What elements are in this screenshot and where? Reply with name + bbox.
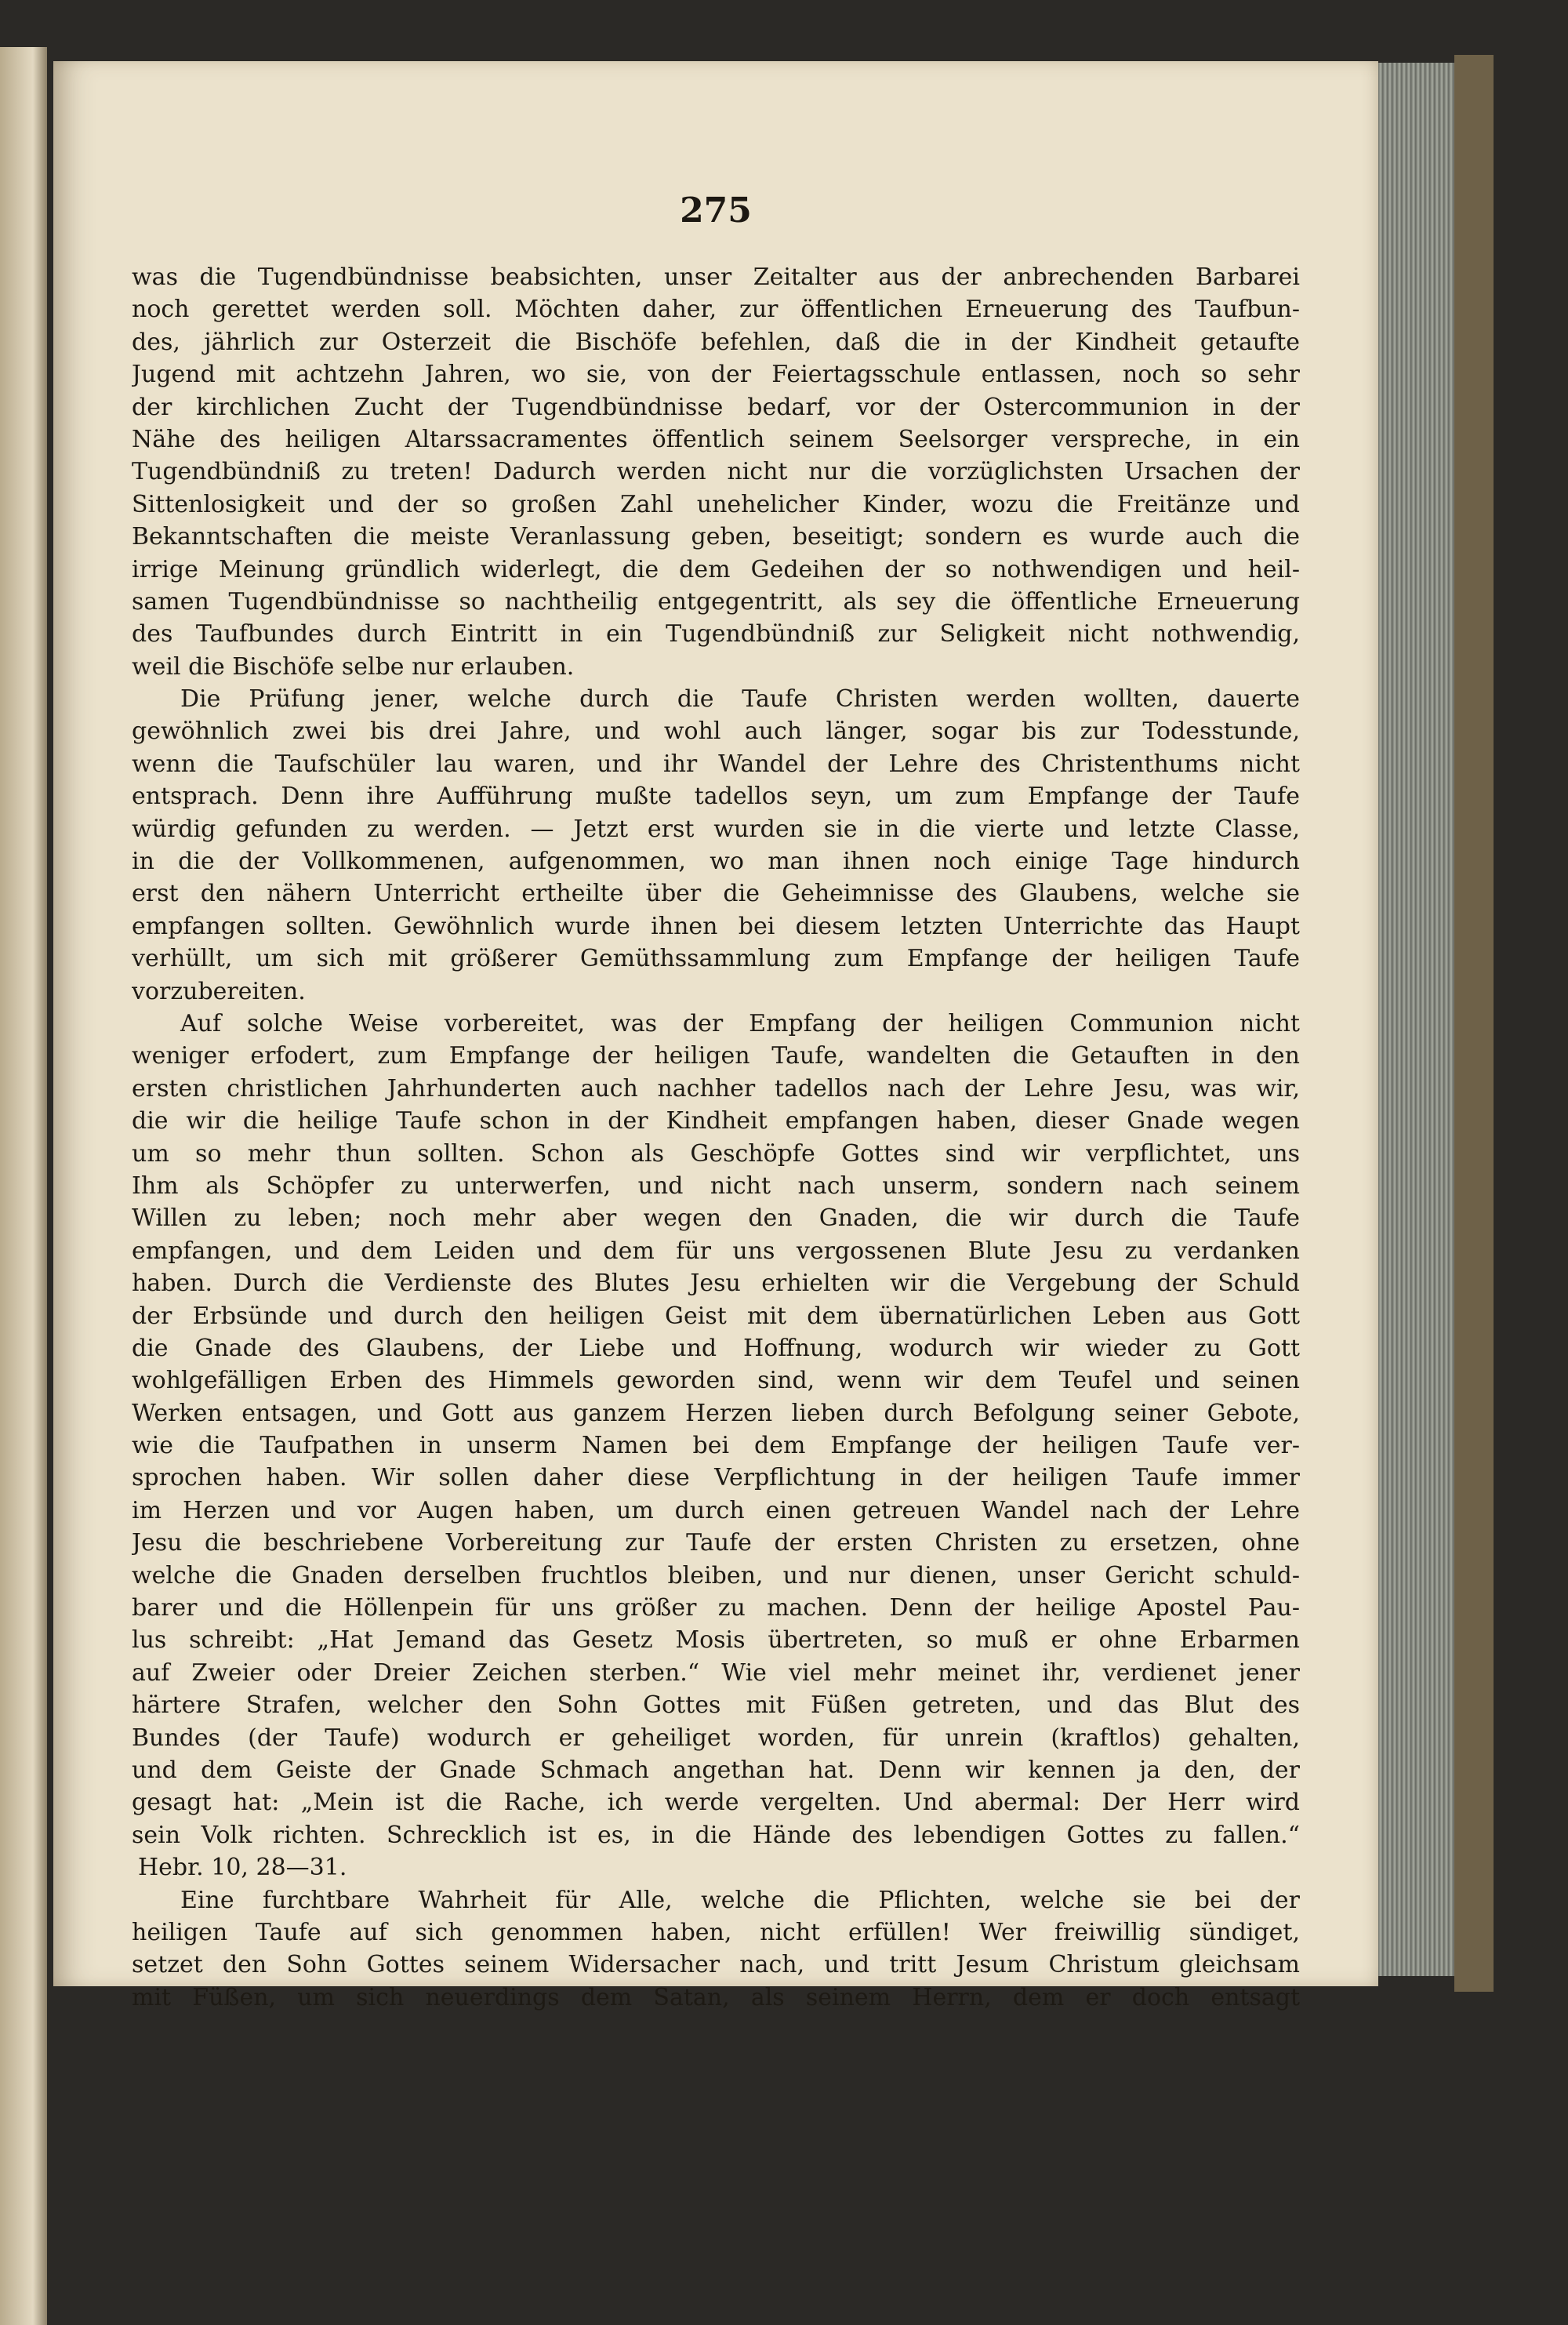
text-line: um so mehr thun sollten. Schon als Geschöpfe Gottes sind wir verpflichtet, uns [132,1139,1300,1168]
body-text [132,261,1300,2014]
text-line: ersten christlichen Jahrhunderten auch nachher tadellos nach der Lehre Jesu, was wir, [132,1074,1300,1103]
text-line: sprochen haben. Wir sollen daher diese Verpflichtung in der heiligen Taufe immer [132,1464,1300,1492]
text-line: des Taufbundes durch Eintritt in ein Tugendbündniß zur Seligkeit nicht nothwendig, [132,620,1300,648]
text-line: Ihm als Schöpfer zu unterwerfen, und nicht nach unserm, sondern nach seinem [132,1172,1300,1200]
left-page-edge [0,47,47,2325]
text-line: die Gnade des Glaubens, der Liebe und Hoffnung, wodurch wir wieder zu Gott [132,1334,1300,1362]
text-line: empfangen sollten. Gewöhnlich wurde ihnen bei diesem letzten Unterrichte das Haupt [132,912,1300,940]
text-line: empfangen, und dem Leiden und dem für uns vergossenen Blute Jesu zu verdanken [132,1237,1300,1265]
text-line: wohlgefälligen Erben des Himmels geworden sind, wenn wir dem Teufel und seinen [132,1367,1300,1395]
text-line: Jesu die beschriebene Vorbereitung zur Taufe der ersten Christen zu ersetzen, ohne [132,1529,1300,1557]
text-line: gewöhnlich zwei bis drei Jahre, und wohl auch länger, sogar bis zur Todesstunde, [132,717,1300,746]
text-line: vorzubereiten. [132,977,306,1005]
paragraph-start-line: Auf solche Weise vorbereitet, was der Empfang der heiligen Communion nicht [180,1009,1300,1037]
text-line: wie die Taufpathen in unserm Namen bei dem Empfange der heiligen Taufe ver- [132,1432,1300,1460]
text-line: erst den nähern Unterricht ertheilte über die Geheimnisse des Glaubens, welche sie [132,880,1300,908]
text-line: samen Tugendbündnisse so nachtheilig entgegentritt, als sey die öffentliche Erneuerung [132,587,1300,616]
text-line: Willen zu leben; noch mehr aber wegen den Gnaden, die wir durch die Taufe [132,1204,1300,1233]
scripture-reference: Hebr. 10, 28—31. [138,1854,347,1882]
text-line: mit Füßen, um sich neuerdings dem Satan, als seinem Herrn, dem er doch entsagt [132,1983,1300,2011]
book-cover [1454,55,1494,1992]
text-line: setzet den Sohn Gottes seinem Widersacher nach, und tritt Jesum Christum gleichsam [132,1951,1300,1979]
text-line: Tugendbündniß zu treten! Dadurch werden nicht nur die vorzüglichsten Ursachen der [132,458,1300,486]
text-line: Sittenlosigkeit und der so großen Zahl unehelicher Kinder, wozu die Freitänze und [132,490,1300,518]
text-line: noch gerettet werden soll. Möchten daher, zur öffentlichen Erneuerung des Taufbun- [132,296,1300,324]
text-line: und dem Geiste der Gnade Schmach angethan hat. Denn wir kennen ja den, der [132,1756,1300,1784]
text-line: sein Volk richten. Schrecklich ist es, in die Hände des lebendigen Gottes zu fallen.“ [132,1821,1300,1849]
text-line: härtere Strafen, welcher den Sohn Gottes mit Füßen getreten, und das Blut des [132,1691,1300,1720]
text-line: weil die Bischöfe selbe nur erlauben. [132,652,575,681]
text-line: was die Tugendbündnisse beabsichten, unser Zeitalter aus der anbrechenden Barbarei [132,263,1300,291]
paragraph-start-line: Eine furchtbare Wahrheit für Alle, welche die Pflichten, welche sie bei der [180,1886,1300,1914]
text-line: Nähe des heiligen Altarssacramentes öffentlich seinem Seelsorger verspreche, in ein [132,425,1300,453]
text-line: barer und die Höllenpein für uns größer zu machen. Denn der heilige Apostel Pau- [132,1594,1300,1622]
text-line: welche die Gnaden derselben fruchtlos bleiben, und nur dienen, unser Gericht schuld- [132,1561,1300,1589]
page-number: 275 [680,191,752,231]
text-line: gesagt hat: „Mein ist die Rache, ich werde vergelten. Und abermal: Der Herr wird [132,1789,1300,1817]
text-line: der Erbsünde und durch den heiligen Geist mit dem übernatürlichen Leben aus Gott [132,1302,1300,1330]
text-line: weniger erfodert, zum Empfange der heiligen Taufe, wandelten die Getauften in den [132,1042,1300,1070]
text-line: Werken entsagen, und Gott aus ganzem Herzen lieben durch Befolgung seiner Gebote, [132,1399,1300,1427]
text-line: die wir die heilige Taufe schon in der Kindheit empfangen haben, dieser Gnade wegen [132,1107,1300,1135]
text-line: Bekanntschaften die meiste Veranlassung geben, beseitigt; sondern es wurde auch die [132,523,1300,551]
text-line: auf Zweier oder Dreier Zeichen sterben.“ Wie viel mehr meinet ihr, verdienet jener [132,1658,1300,1687]
text-line: entsprach. Denn ihre Aufführung mußte tadellos seyn, um zum Empfange der Taufe [132,783,1300,811]
text-line: haben. Durch die Verdienste des Blutes Jesu erhielten wir die Vergebung der Schuld [132,1270,1300,1298]
text-line: heiligen Taufe auf sich genommen haben, nicht erfüllen! Wer freiwillig sündiget, [132,1918,1300,1946]
text-line: verhüllt, um sich mit größerer Gemüthssammlung zum Empfange der heiligen Taufe [132,945,1300,973]
text-line: im Herzen und vor Augen haben, um durch einen getreuen Wandel nach der Lehre [132,1496,1300,1524]
text-line: irrige Meinung gründlich widerlegt, die dem Gedeihen der so nothwendigen und heil- [132,555,1300,583]
text-line: wenn die Taufschüler lau waren, und ihr Wandel der Lehre des Christenthums nicht [132,750,1300,778]
book-page [53,61,1378,2011]
text-line: würdig gefunden zu werden. — Jetzt erst wurden sie in die vierte und letzte Classe, [132,815,1300,843]
paragraph-start-line: Die Prüfung jener, welche durch die Taufe Christen werden wollten, dauerte [180,685,1300,714]
text-line: lus schreibt: „Hat Jemand das Gesetz Mosis übertreten, so muß er ohne Erbarmen [132,1626,1300,1655]
text-line: des, jährlich zur Osterzeit die Bischöfe befehlen, daß die in der Kindheit getaufte [132,328,1300,356]
text-line: in die der Vollkommenen, aufgenommen, wo man ihnen noch einige Tage hindurch [132,848,1300,876]
text-line: Jugend mit achtzehn Jahren, wo sie, von der Feiertagsschule entlassen, noch so sehr [132,361,1300,389]
text-line: der kirchlichen Zucht der Tugendbündnisse bedarf, vor der Ostercommunion in der [132,393,1300,421]
text-line: Bundes (der Taufe) wodurch er geheiliget worden, für unrein (kraftlos) gehalten, [132,1724,1300,1752]
